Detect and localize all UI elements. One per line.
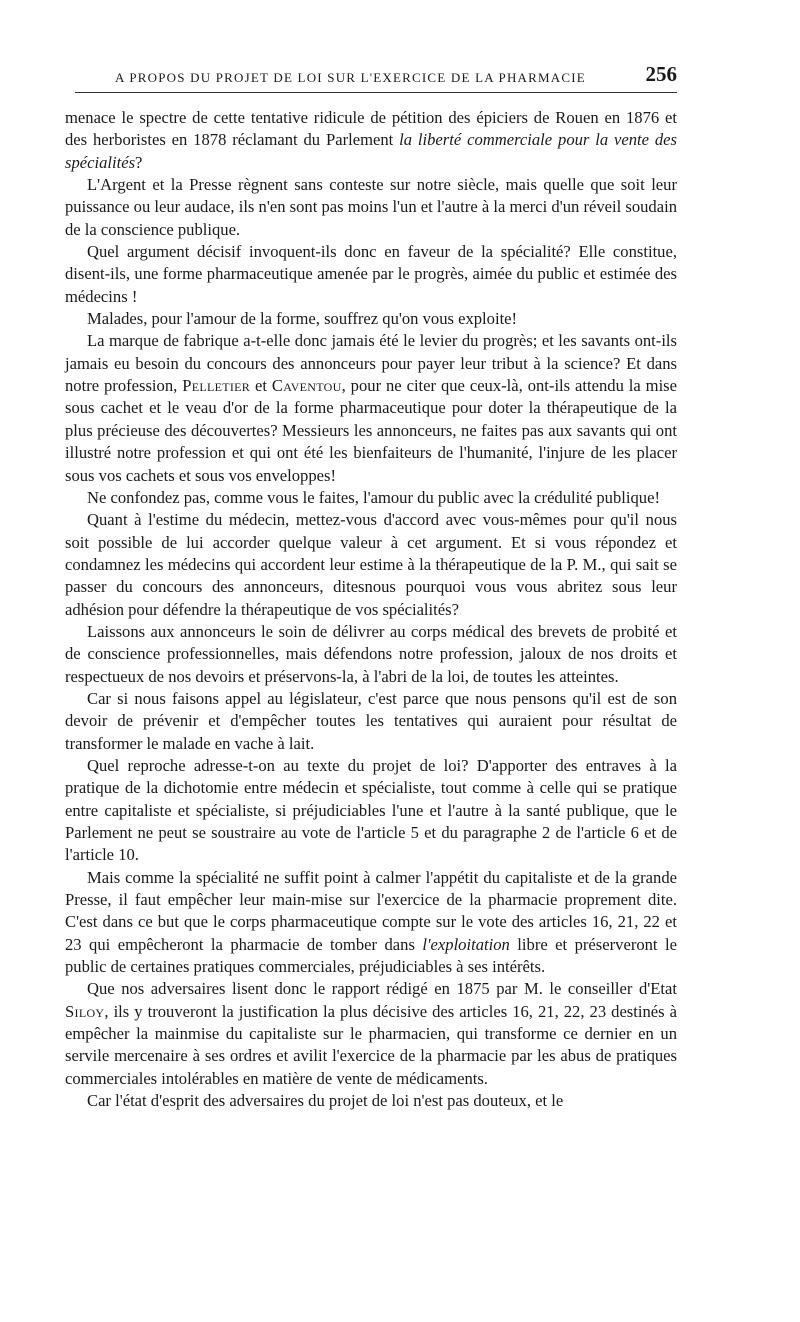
- text-run: , pour ne citer que ceux-là, ont-ils attendu la mise sous cachet et le veau d'or de la forme pharmaceutique pour doter la thérapeutique de la plus précieuse des découvertes? Messieurs les annonceurs, ne faites pas aux savants qui ont illustré notre profession et qui ont été les bienfaiteurs de l'humanité, l'injure de les placer sous vos cachets et sous vos enveloppes!: [65, 376, 677, 485]
- paragraph: Quant à l'estime du médecin, mettez-vous d'accord avec vous-mêmes pour qu'il nous soit possible de lui accorder quelque valeur à cet argument. Et si vous répondez et condamnez les médecins qui accordent leur estime à la thérapeutique de la P. M., qui sait se passer du concours des annonceurs, ditesnous pourquoi vous vous abritez sous leur adhésion pour défendre la thérapeutique de vos spécialités?: [65, 510, 677, 619]
- paragraph: Quel argument décisif invoquent-ils donc en faveur de la spécialité? Elle constitue, disent-ils, une forme pharmaceutique amenée par le progrès, aimée du public et estimée des médecins !: [65, 242, 677, 306]
- paragraph: Ne confondez pas, comme vous le faites, l'amour du public avec la crédulité publique!: [87, 487, 660, 507]
- text-run: menace le spectre de cette tentative ridicule de pétition des épiciers de Rouen en 1876 et des herboristes en 1878 réclamant du Parlement: [65, 108, 677, 150]
- page-number: 256: [645, 62, 677, 86]
- person-name: Pelletier: [182, 376, 251, 396]
- text-run: et: [250, 376, 272, 396]
- text-run: La marque de fabrique a-t-elle donc jamais été le levier du progrès; et les savants ont-ils jamais eu besoin du concours des annonceurs pour payer leur tribut à la science? Et dans notre profession,: [65, 331, 677, 396]
- paragraph: Quel reproche adresse-t-on au texte du projet de loi? D'apporter des entraves à la pratique de la dichotomie entre médecin et spécialiste, tout comme à celle qui se pratique entre capitaliste et spécialiste, si préjudiciables l'une et l'autre à la santé publique, que le Parlement ne peut se soustraire au vote de l'article 5 et du paragraphe 2 de l'article 6 et de l'article 10.: [65, 755, 677, 865]
- paragraph: L'Argent et la Presse règnent sans conteste sur notre siècle, mais quelle que soit leur puissance ou leur audace, ils n'en sont pas moins l'un et l'autre à la merci d'un réveil soudain de la conscience publique.: [65, 175, 677, 239]
- person-name: Siloy: [65, 1001, 105, 1021]
- italic-quote: la liberté commerciale pour la vente des spécialités: [65, 130, 677, 172]
- paragraph: Laissons aux annonceurs le soin de délivrer au corps médical des brevets de probité et de conscience professionnelles, mais défendons notre profession, jaloux de nos droits et respectueux de nos devoirs et préservons-la, à l'abri de la loi, de toutes les atteintes.: [65, 621, 677, 686]
- paragraph: [65, 978, 677, 1090]
- body-text: [65, 107, 677, 1112]
- paragraph: Malades, pour l'amour de la forme, souffrez qu'on vous exploite!: [87, 309, 518, 329]
- header-rule: [75, 92, 677, 93]
- paragraph: Car si nous faisons appel au législateur, c'est parce que nous pensons qu'il est de son devoir de prévenir et d'empêcher toutes les tentatives qui auraient pour résultat de transformer le malade en vache à lait.: [65, 688, 677, 753]
- paragraph: [65, 330, 677, 486]
- paragraph-continued: [65, 107, 677, 174]
- person-name: Caventou: [271, 376, 342, 396]
- text-run: , ils y trouveront la justification la plus décisive des articles 16, 21, 22, 23 destinés à empêcher la mainmise du capitaliste sur le pharmacien, qui transforme ce dernier en un servile mercenaire à ses ordres et avilit l'exercice de la pharmacie par les abus de pratiques commerciales intolérables en matière de vente de médicaments.: [65, 1001, 677, 1088]
- paragraph: Car l'état d'esprit des adversaires du projet de loi n'est pas douteux, et le: [87, 1091, 564, 1111]
- text-run: ?: [135, 152, 143, 172]
- running-header: [65, 58, 677, 92]
- running-title: A PROPOS DU PROJET DE LOI SUR L'EXERCICE DE LA PHARMACIE: [115, 70, 586, 85]
- text-run: Mais comme la spécialité ne suffit point à calmer l'appétit du capitaliste et de la grande Presse, il faut empêcher leur main-mise sur l'exercice de la pharmacie proprement dite. C'est dans ce but que le corps pharmaceutique compte sur le vote des articles 16, 21, 22 et 23 qui empêcheront la pharmacie de tomber dans: [65, 867, 677, 954]
- italic-word: l'exploitation: [422, 934, 510, 954]
- text-run: Que nos adversaires lisent donc le rapport rédigé en 1875 par M. le conseiller d'Etat: [87, 979, 677, 999]
- document-page: [65, 58, 677, 1112]
- paragraph: [65, 867, 677, 979]
- text-run: libre et préserveront le public de certaines pratiques commerciales, préjudiciables à ses intérêts.: [65, 934, 677, 977]
